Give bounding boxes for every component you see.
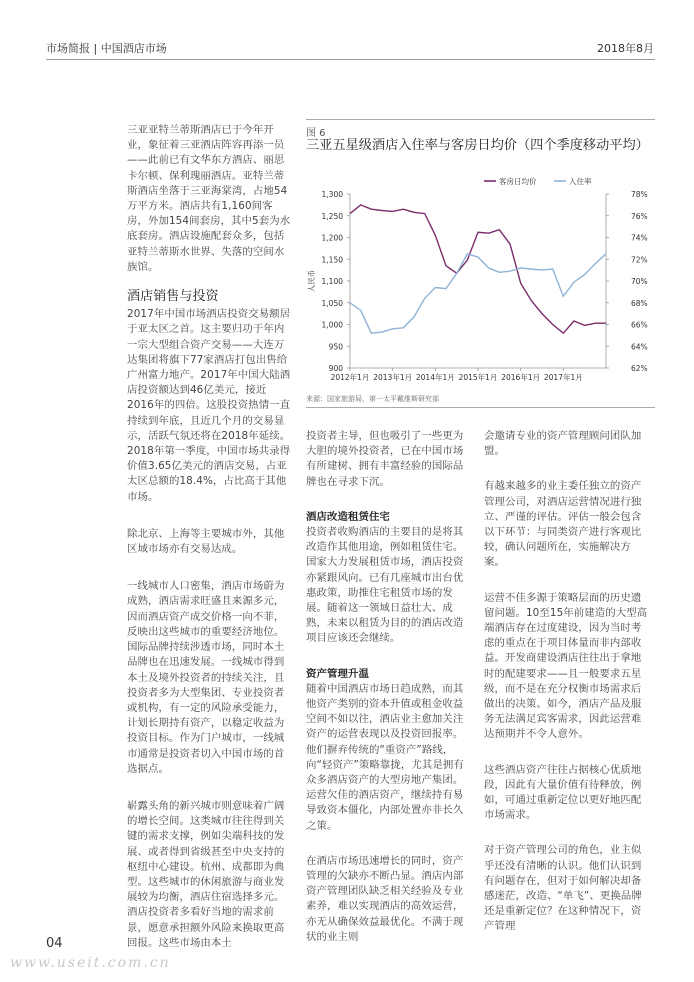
paragraph-investment-2: 除北京、上海等主要城市外，其他区域市场亦有交易达成。 xyxy=(127,527,285,556)
y2-tick-label: 72% xyxy=(631,255,648,265)
paragraph-investment-3: 一线城市人口密集，酒店市场蔚为成熟，酒店需求旺盛且来源多元，因而酒店资产成交价格一向不菲，反映出这些城市的重要经济地位。国际品牌持续涉透市场，同时本土品牌也在迅速发展。一线城市得到本土及境外投资者的持续关注，且投资者多为大型集团、专业投资者或机构，有一定的风险承受能力，计划长期持有资产，以稳定收益为投资目标。作为门户城市，一线城市通常是投资者切入中国市场的首选据点。 xyxy=(127,580,285,775)
y-tick-label: 1,250 xyxy=(321,211,343,221)
y2-tick-label: 70% xyxy=(631,277,648,286)
page-number: 04 xyxy=(46,936,63,951)
series-line-adr xyxy=(350,205,606,333)
y-tick-label: 1,300 xyxy=(321,190,343,199)
y-tick-label: 1,200 xyxy=(321,233,343,243)
paragraph-right-2: 有越来越多的业主委任独立的资产管理公司，对酒店运营情况进行独立、严谨的评估。评估一般会包含以下环节：与同类资产进行客观比较，确认问题所在，实施解决方案。 xyxy=(484,480,642,569)
header-divider xyxy=(46,59,655,60)
y-tick-label: 950 xyxy=(328,342,343,352)
left-column xyxy=(127,123,293,951)
subheading-residential-conversion: 酒店改造租赁住宅 xyxy=(306,510,390,523)
paragraph-investment-1: 2017年中国市场酒店投资交易额居于亚太区之首。这主要归功于年内一宗大型组合资产交易——大连万达集团将旗下77家酒店打包出售给广州富力地产。2017年中国大陆酒店投资额达到46亿美元，接近2016年的四倍。这股投资热情一直持续到年底，且近几个月的交易显示，活跃气氛还将在2018年延续。2018年第一季度，中国市场共录得价值3.65亿美元的酒店交易，占亚太区总额的18.4%，占比高于其他市场。 xyxy=(127,308,291,503)
y2-tick-label: 64% xyxy=(631,342,648,352)
figure-source: 来源：国家旅游局，第一太平戴维斯研究部 xyxy=(306,395,439,403)
series-line-occupancy xyxy=(350,254,606,333)
paragraph-right-5: 对于资产管理公司的角色，业主似乎还没有清晰的认识。他们认识到有问题存在，但对于如何解决却备感迷茫，改造、“单飞”、更换品牌还是重新定位？在这种情况下，资产管理 xyxy=(484,844,642,933)
paragraph-right-3: 运营不佳多源于策略层面的历史遗留问题。10至15年前建造的大型高端酒店存在过度建设，因为当时考虑的重点在于项目体量而非内部收益。开发商建设酒店往往出于拿地时的配建要求——且一般要求五星级，而不是在充分权衡市场需求后做出的决策。如今，酒店产品及服务无法满足宾客需求，因此运营难达预期并不令人意外。 xyxy=(484,591,648,741)
figure-bottom-rule xyxy=(306,407,655,408)
occupancy-adr-line-chart xyxy=(306,172,655,390)
y2-tick-label: 78% xyxy=(631,190,648,199)
paragraph-mid-4: 在酒店市场迅速增长的同时，资产管理的欠缺亦不断凸显。酒店内部资产管理团队缺乏相关经验及专业素养，难以实现酒店的高效运营，亦无从确保效益最优化。不满于现状的业主则 xyxy=(306,854,464,943)
y-tick-label: 1,100 xyxy=(321,277,343,286)
y-tick-label: 1,050 xyxy=(321,298,343,308)
x-tick-label: 2014年1月 xyxy=(415,373,455,382)
x-tick-label: 2015年1月 xyxy=(458,373,498,382)
y-tick-label: 1,000 xyxy=(321,320,343,330)
report-header-title: 市场简报 | 中国酒店市场 xyxy=(46,42,167,55)
x-tick-label: 2017年1月 xyxy=(543,373,583,382)
y2-tick-label: 62% xyxy=(631,364,648,373)
paragraph-right-1: 会邀请专业的资产管理顾问团队加盟。 xyxy=(484,430,642,458)
intro-paragraph: 三亚亚特兰蒂斯酒店已于今年开业，象征着三亚酒店阵容再添一员——此前已有文华东方酒店、丽思卡尔顿、保利瑰丽酒店。亚特兰蒂斯酒店坐落于三亚海棠湾，占地54万平方米。酒店共有1,160间客房，外加154间套房，其中5套为水底套房。酒店设施配套众多，包括亚特兰蒂斯水世界、失落的空间水族馆。 xyxy=(127,124,291,273)
legend-label: 入住率 xyxy=(569,177,592,186)
x-tick-label: 2012年1月 xyxy=(330,373,370,382)
figure-top-rule xyxy=(306,119,655,120)
x-tick-label: 2013年1月 xyxy=(373,373,413,382)
report-header-date: 2018年8月 xyxy=(597,42,654,55)
middle-column xyxy=(306,429,468,945)
y2-tick-label: 76% xyxy=(631,211,648,221)
paragraph-investment-4: 崭露头角的新兴城市则意味着广阔的增长空间。这类城市往往得到关键的需求支撑，例如尖端科技的发展、或者得到省级甚至中央支持的枢纽中心建设。杭州、成都即为典型。这些城市的休闲旅游与商业发展较为均衡，酒店住宿选择多元。酒店投资者多看好当地的需求前景，愿意承担额外风险来换取更高回报。这些市场由本土 xyxy=(127,799,285,949)
y2-tick-label: 74% xyxy=(631,233,648,243)
paragraph-right-4: 这些酒店资产往往占据核心优质地段，因此有大量价值有待释放，例如，可通过重新定位以更好地匹配市场需求。 xyxy=(484,763,642,822)
chart-container xyxy=(306,172,655,390)
legend-label: 客房日均价 xyxy=(499,177,537,186)
y2-tick-label: 66% xyxy=(631,320,648,330)
section-title-hotel-sales: 酒店销售与投资 xyxy=(127,289,219,305)
y-tick-label: 1,150 xyxy=(321,255,343,265)
y-tick-label: 900 xyxy=(328,364,343,373)
figure-title: 三亚五星级酒店入住率与客房日均价（四个季度移动平均） xyxy=(306,138,649,153)
subheading-asset-management: 资产管理升温 xyxy=(306,667,369,680)
paragraph-mid-3: 随着中国酒店市场日趋成熟，而其他资产类别的资本升值或租金收益空间不如以往，酒店业主愈加关注资产的运营表现以及投资回报率。他们摒弃传统的“重资产”路线，向“轻资产”策略靠拢，尤其是拥有众多酒店资产的大型房地产集团。运营欠佳的酒店资产，继续持有易导致资本僵化，内部处置亦非长久之策。 xyxy=(306,682,464,832)
right-column xyxy=(484,429,650,935)
paragraph-mid-1: 投资者主导，但也吸引了一些更为大胆的境外投资者，已在中国市场有所建树、拥有丰富经验的国际品牌也在寻求下沉。 xyxy=(306,430,464,488)
paragraph-mid-2: 投资者收购酒店的主要目的是将其改造作其他用途，例如租赁住宅。国家大力发展租赁市场，酒店投资亦紧跟风向。已有几座城市出台优惠政策，助推住宅租赁市场的发展。随着这一领域日益壮大、成熟，未来以租赁为目的的酒店改造项目应该还会继续。 xyxy=(306,526,464,645)
figure-label: 图 6 xyxy=(306,128,326,139)
y-axis-title: 人民币 xyxy=(307,269,316,293)
y2-tick-label: 68% xyxy=(631,298,648,308)
x-tick-label: 2016年1月 xyxy=(501,373,541,382)
watermark: www.useit.com.cn xyxy=(10,955,171,971)
